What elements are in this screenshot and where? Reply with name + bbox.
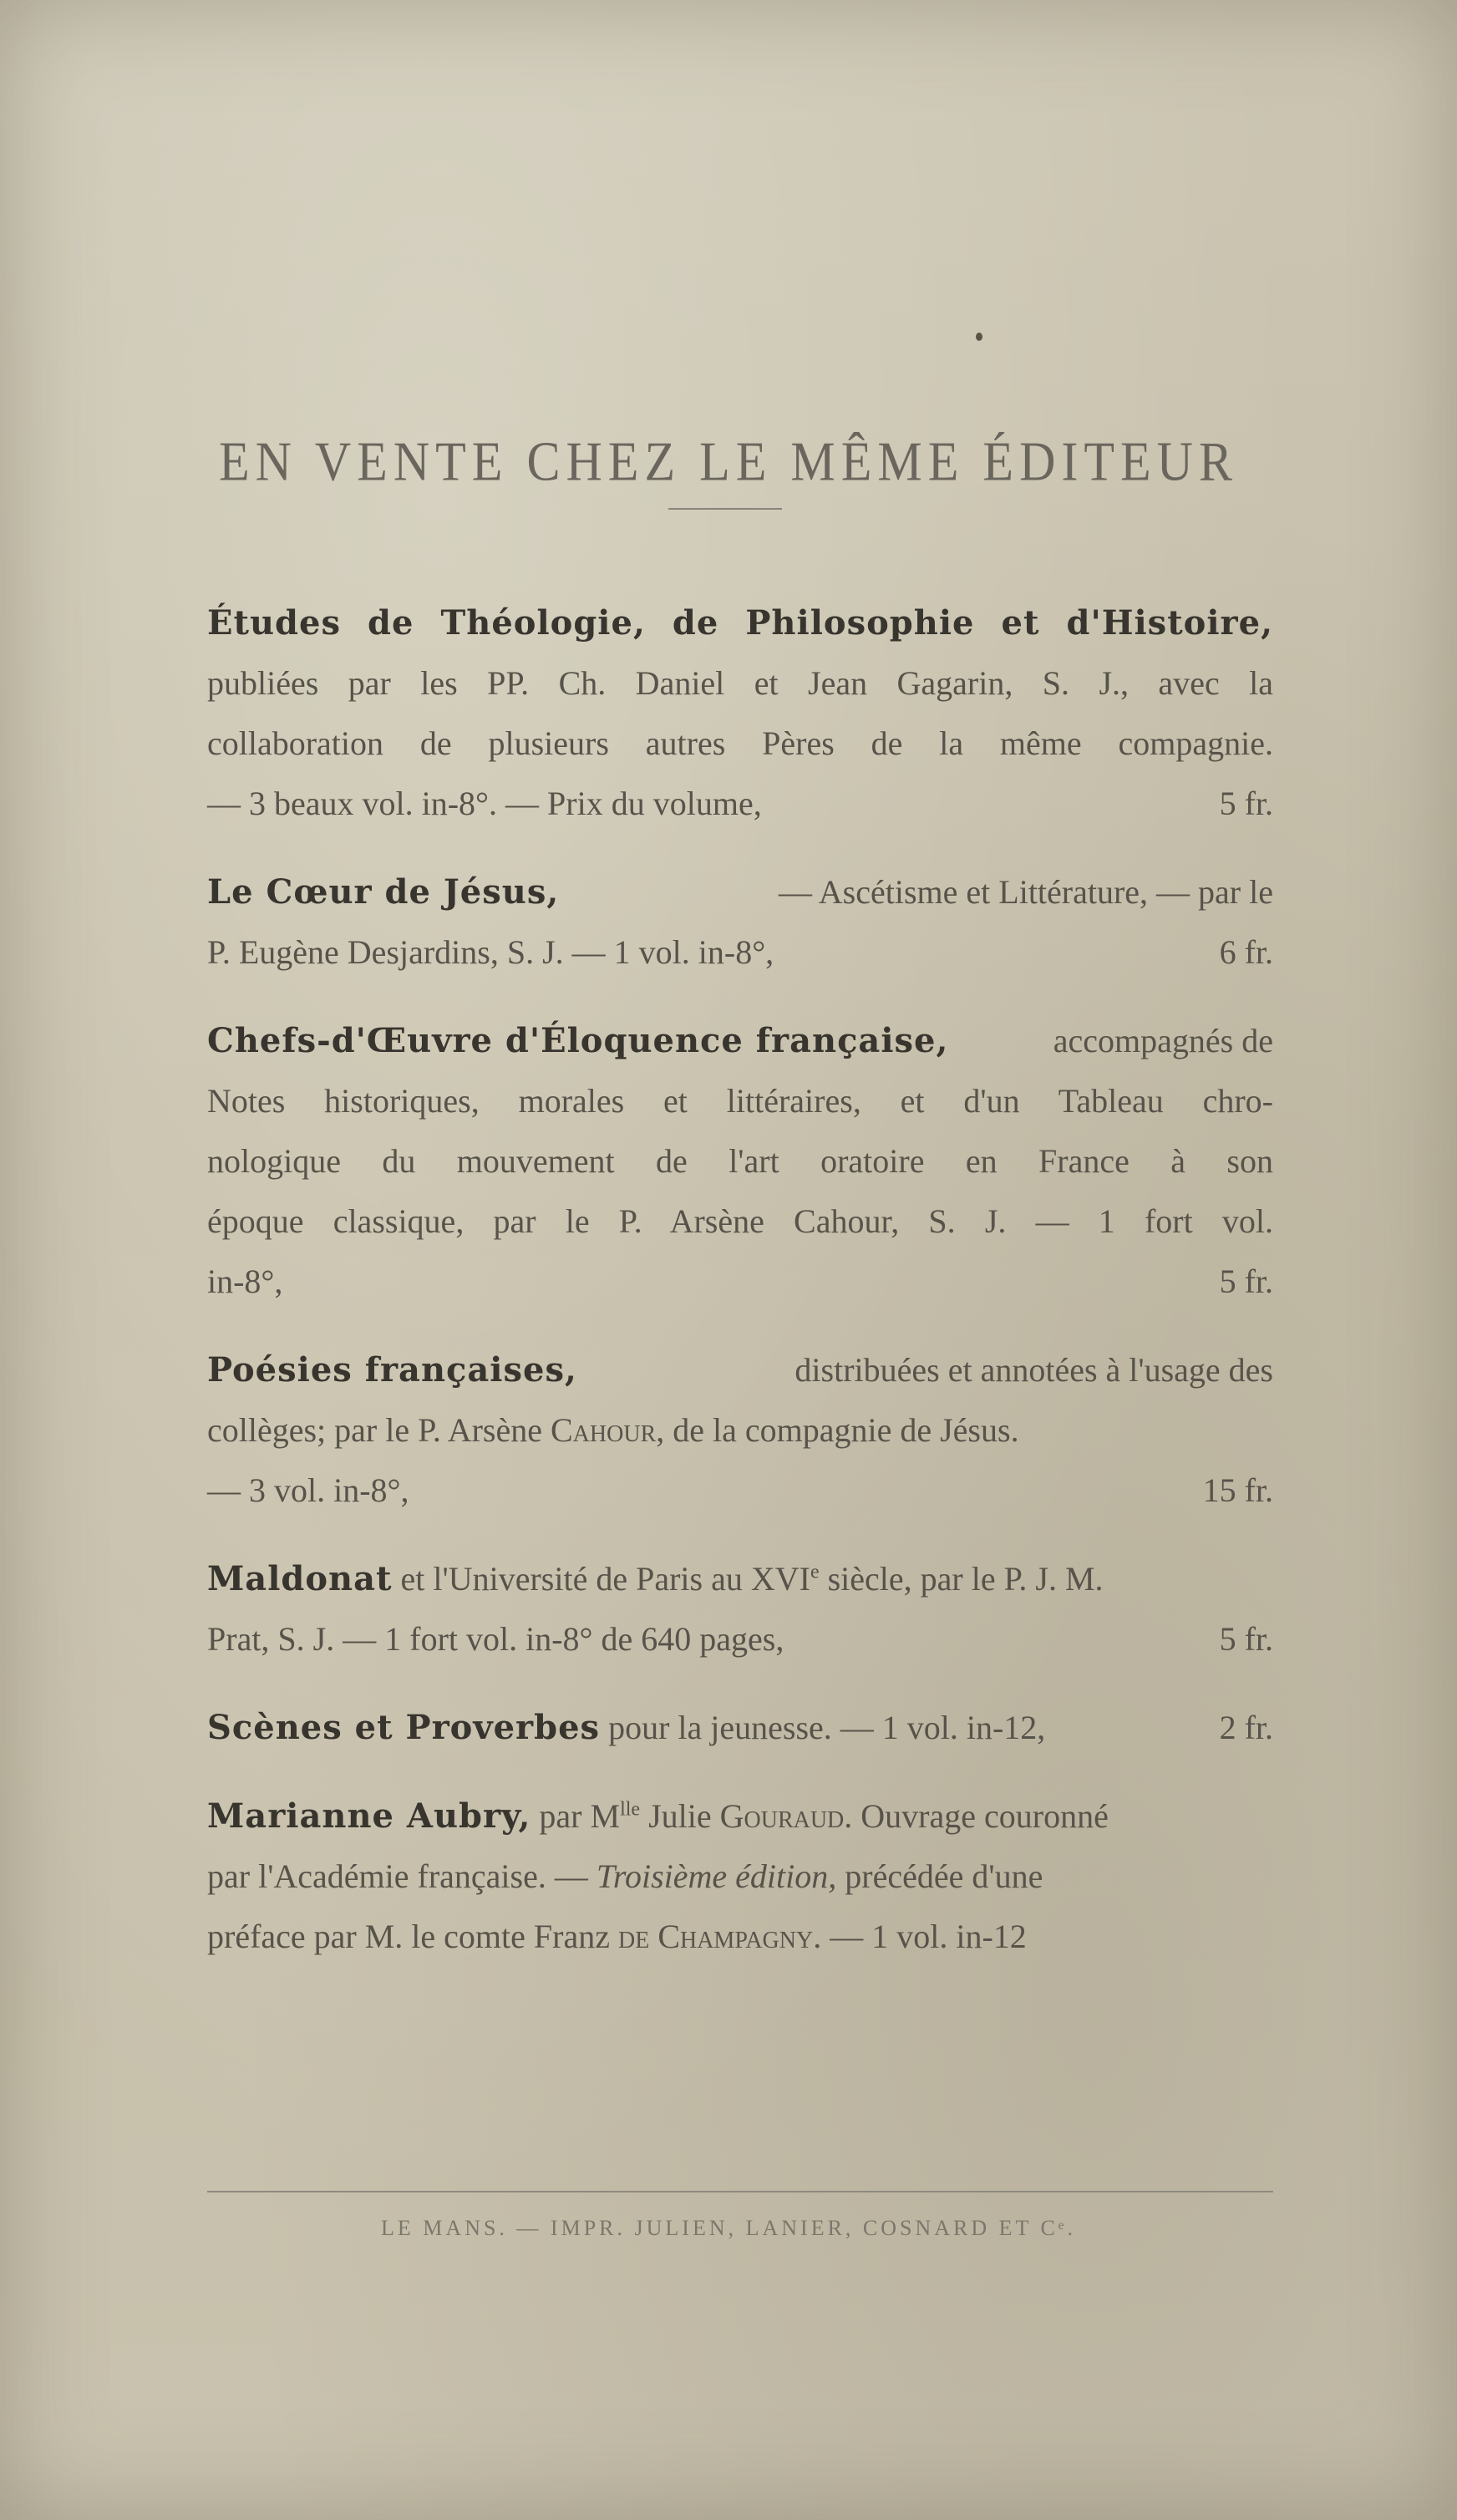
catalog-entry-scenes-et-proverbes [207,1698,1273,1758]
entry-title: Le Cœur de Jésus, [207,872,560,912]
entry-format: — 3 vol. in-8°, [207,1471,409,1509]
catalog-entry-etudes [207,593,1273,834]
entry-price: 5 fr. [1219,785,1273,822]
entry-text: . — 1 vol. in-12 [813,1918,1027,1955]
entry-text: Julie [648,1797,712,1835]
entry-price: 6 fr. [1219,933,1273,971]
entry-text: préface par M. le comte Franz [207,1918,610,1955]
entry-title: Poésies françaises, [207,1350,577,1390]
entry-text: par M [539,1797,621,1835]
entry-price: 5 fr. [1219,1263,1273,1300]
page-heading: EN VENTE CHEZ LE MÊME ÉDITEUR [218,430,1239,493]
catalog-entry-maldonat [207,1549,1273,1669]
entry-title: Études de Théologie, de Philosophie et d'Histoire, [207,603,1273,643]
entry-title: Scènes et Proverbes [207,1708,601,1747]
superscript: e [810,1561,820,1583]
ink-speck [976,333,982,341]
entry-text: pour la jeunesse. — 1 vol. in-12, [608,1709,1046,1746]
author-name: Cahour [551,1411,657,1449]
entry-text: distribuées et annotées à l'usage des [794,1351,1273,1389]
entry-text: — Ascétisme et Littérature, — par le [778,873,1273,911]
author-name: Champagny [657,1918,814,1955]
entry-format: Prat, S. J. — 1 fort vol. in-8° de 640 pages, [207,1620,784,1658]
entry-title: Marianne Aubry, [207,1796,531,1836]
printer-imprint: LE MANS. — IMPR. JULIEN, LANIER, COSNARD ET Cᵉ. [381,2216,1076,2240]
entry-text: siècle, par le P. J. M. [827,1560,1104,1598]
particle: de [617,1918,650,1955]
entry-format: P. Eugène Desjardins, S. J. — 1 vol. in-8°, [207,933,774,971]
entry-text-line: collaboration de plusieurs autres Pères de la même compagnie. [207,724,1273,762]
entry-text: et l'Université de Paris au XVI [400,1560,810,1598]
entry-text: collèges; par le P. Arsène [207,1411,542,1449]
catalog-entry-chefs-doeuvre [207,1011,1273,1312]
entry-text-line: publiées par les PP. Ch. Daniel et Jean Gagarin, S. J., avec la [207,664,1273,702]
catalog-entry-coeur-de-jesus [207,862,1273,983]
entry-format: in-8°, [207,1263,283,1300]
entry-title: Maldonat [207,1559,393,1598]
entry-text-line: Notes historiques, morales et littéraires, et d'un Tableau chro- [207,1082,1273,1120]
entry-text: , de la compagnie de Jésus. [656,1411,1019,1449]
footer-rule [207,2191,1273,2192]
entry-text-line: nologique du mouvement de l'art oratoire en France à son [207,1142,1273,1180]
author-name: Gouraud [719,1797,845,1835]
entry-text-line: époque classique, par le P. Arsène Cahour, S. J. — 1 fort vol. [207,1202,1273,1240]
catalog-entry-marianne-aubry [207,1786,1273,1967]
catalog-entry-poesies-francaises [207,1340,1273,1521]
entry-format: — 3 beaux vol. in-8°. — Prix du volume, [207,785,762,822]
entry-price: 5 fr. [1219,1620,1273,1658]
heading-rule [668,508,782,510]
entry-text: accompagnés de [1053,1022,1273,1059]
catalog-list [207,593,1273,1967]
entry-text: . Ouvrage couronné [844,1797,1109,1835]
entry-title: Chefs-d'Œuvre d'Éloquence française, [207,1021,949,1060]
entry-price: 2 fr. [1219,1709,1273,1746]
entry-price: 15 fr. [1202,1471,1273,1509]
edition-note: Troisième édition, [596,1857,837,1895]
superscript: lle [620,1798,641,1821]
entry-text: par l'Académie française. — [207,1857,588,1895]
entry-text: précédée d'une [845,1857,1043,1895]
